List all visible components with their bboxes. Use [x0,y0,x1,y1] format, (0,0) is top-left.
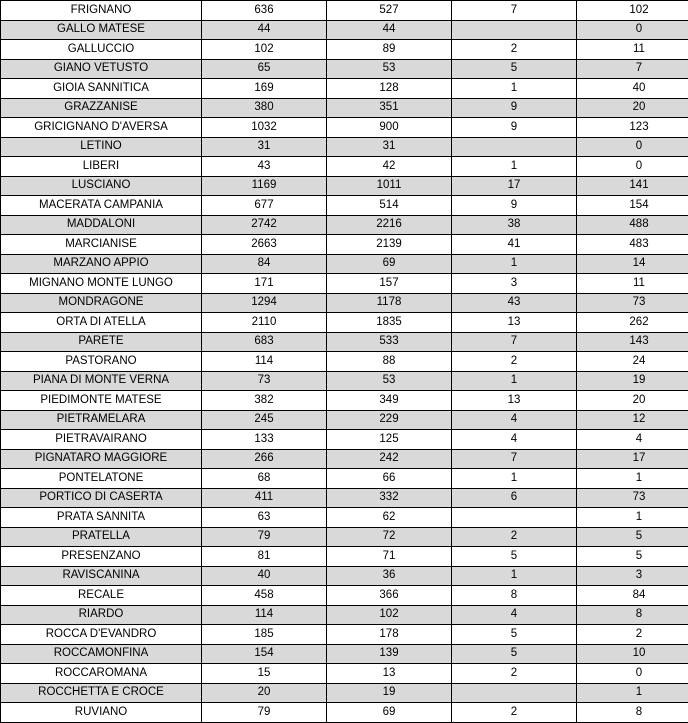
cell-value1: 154 [202,644,327,664]
cell-comune: LUSCIANO [1,176,202,196]
cell-value3: 1 [452,566,577,586]
cell-value1: 683 [202,332,327,352]
cell-value3: 2 [452,527,577,547]
cell-value2: 128 [327,79,452,99]
cell-value3: 7 [452,332,577,352]
table-row [1,625,688,645]
cell-comune: PIETRAMELARA [1,410,202,430]
cell-comune: GIOIA SANNITICA [1,79,202,99]
cell-value3: 4 [452,430,577,450]
cell-value3: 2 [452,703,577,723]
cell-value1: 171 [202,274,327,294]
cell-comune: RIARDO [1,605,202,625]
cell-value2: 53 [327,59,452,79]
table-row [1,547,688,567]
cell-value2: 69 [327,254,452,274]
cell-value4: 5 [577,527,688,547]
cell-comune: RECALE [1,586,202,606]
cell-value3: 8 [452,586,577,606]
cell-comune: MIGNANO MONTE LUNGO [1,274,202,294]
cell-value4: 19 [577,371,688,391]
cell-comune: ROCCHETTA E CROCE [1,683,202,703]
cell-value4: 73 [577,488,688,508]
cell-value2: 1178 [327,293,452,313]
table-row [1,391,688,411]
table-row [1,59,688,79]
cell-value2: 19 [327,683,452,703]
cell-value3: 5 [452,59,577,79]
cell-comune: RUVIANO [1,703,202,723]
cell-value3: 5 [452,547,577,567]
cell-value2: 2139 [327,235,452,255]
cell-value4: 123 [577,118,688,138]
table-body [1,1,688,723]
cell-value1: 44 [202,20,327,40]
cell-value3 [452,683,577,703]
cell-value1: 2663 [202,235,327,255]
cell-value4: 11 [577,40,688,60]
cell-value1: 114 [202,352,327,372]
table-row [1,137,688,157]
table-row [1,274,688,294]
cell-value2: 89 [327,40,452,60]
cell-value1: 65 [202,59,327,79]
cell-comune: PIETRAVAIRANO [1,430,202,450]
cell-value3: 1 [452,254,577,274]
cell-value2: 900 [327,118,452,138]
table-row [1,98,688,118]
table-row [1,566,688,586]
cell-value4: 1 [577,469,688,489]
cell-comune: FRIGNANO [1,1,202,21]
cell-value3: 1 [452,371,577,391]
table-row [1,293,688,313]
table-row [1,254,688,274]
cell-value2: 62 [327,508,452,528]
table-row [1,157,688,177]
cell-value2: 88 [327,352,452,372]
cell-value2: 66 [327,469,452,489]
cell-value2: 366 [327,586,452,606]
cell-value1: 31 [202,137,327,157]
cell-value1: 2742 [202,215,327,235]
cell-value3: 7 [452,449,577,469]
cell-value2: 533 [327,332,452,352]
table-row [1,410,688,430]
cell-value3: 4 [452,605,577,625]
cell-value3: 5 [452,625,577,645]
cell-value3: 4 [452,410,577,430]
cell-value4: 10 [577,644,688,664]
cell-value2: 139 [327,644,452,664]
cell-value3: 9 [452,118,577,138]
cell-value3: 41 [452,235,577,255]
table-row [1,332,688,352]
cell-value2: 349 [327,391,452,411]
cell-value4: 141 [577,176,688,196]
cell-value4: 0 [577,137,688,157]
cell-value1: 677 [202,196,327,216]
cell-value2: 102 [327,605,452,625]
cell-value1: 43 [202,157,327,177]
cell-value3: 1 [452,157,577,177]
cell-value1: 133 [202,430,327,450]
cell-value2: 42 [327,157,452,177]
cell-value4: 40 [577,79,688,99]
table-row [1,586,688,606]
cell-value3: 1 [452,79,577,99]
cell-value2: 69 [327,703,452,723]
cell-value3: 5 [452,644,577,664]
cell-comune: PRATA SANNITA [1,508,202,528]
cell-value4: 2 [577,625,688,645]
cell-value3: 43 [452,293,577,313]
cell-comune: LETINO [1,137,202,157]
cell-value3: 6 [452,488,577,508]
cell-value3: 2 [452,664,577,684]
cell-value2: 71 [327,547,452,567]
cell-value1: 68 [202,469,327,489]
cell-value3: 38 [452,215,577,235]
cell-value1: 20 [202,683,327,703]
cell-value3: 9 [452,196,577,216]
cell-value4: 8 [577,703,688,723]
table-row [1,527,688,547]
cell-comune: MADDALONI [1,215,202,235]
cell-comune: ORTA DI ATELLA [1,313,202,333]
cell-value1: 15 [202,664,327,684]
table-row [1,196,688,216]
cell-value1: 1169 [202,176,327,196]
cell-value1: 266 [202,449,327,469]
cell-comune: GIANO VETUSTO [1,59,202,79]
cell-value4: 0 [577,664,688,684]
cell-value2: 44 [327,20,452,40]
table-row [1,605,688,625]
cell-comune: GALLUCCIO [1,40,202,60]
table-row [1,20,688,40]
cell-value1: 380 [202,98,327,118]
cell-value2: 72 [327,527,452,547]
table-row [1,449,688,469]
cell-value2: 125 [327,430,452,450]
table-row [1,118,688,138]
cell-value4: 143 [577,332,688,352]
table-row [1,40,688,60]
cell-comune: MARZANO APPIO [1,254,202,274]
table-row [1,176,688,196]
cell-value3: 7 [452,1,577,21]
cell-value2: 527 [327,1,452,21]
table-row [1,313,688,333]
cell-value4: 11 [577,274,688,294]
cell-value1: 84 [202,254,327,274]
cell-comune: ROCCA D'EVANDRO [1,625,202,645]
table-row [1,683,688,703]
cell-value1: 63 [202,508,327,528]
cell-value3 [452,20,577,40]
cell-value4: 20 [577,391,688,411]
table-row [1,1,688,21]
cell-value2: 157 [327,274,452,294]
cell-comune: MONDRAGONE [1,293,202,313]
cell-comune: MACERATA CAMPANIA [1,196,202,216]
table-row [1,664,688,684]
cell-value4: 14 [577,254,688,274]
cell-value1: 79 [202,527,327,547]
cell-value3: 9 [452,98,577,118]
cell-value2: 53 [327,371,452,391]
cell-value3 [452,508,577,528]
table-row [1,79,688,99]
cell-value2: 332 [327,488,452,508]
cell-value4: 1 [577,508,688,528]
cell-value4: 3 [577,566,688,586]
cell-value4: 1 [577,683,688,703]
cell-value3: 17 [452,176,577,196]
table-row [1,235,688,255]
cell-value2: 1835 [327,313,452,333]
cell-comune: PIGNATARO MAGGIORE [1,449,202,469]
cell-value3 [452,137,577,157]
cell-value3: 13 [452,313,577,333]
cell-comune: PARETE [1,332,202,352]
cell-comune: PRATELLA [1,527,202,547]
cell-value2: 229 [327,410,452,430]
cell-value1: 102 [202,40,327,60]
cell-value3: 2 [452,352,577,372]
cell-value1: 245 [202,410,327,430]
cell-value2: 351 [327,98,452,118]
cell-value3: 13 [452,391,577,411]
cell-value2: 36 [327,566,452,586]
cell-value1: 2110 [202,313,327,333]
cell-comune: ROCCAMONFINA [1,644,202,664]
table-row [1,703,688,723]
table-row [1,644,688,664]
cell-value1: 185 [202,625,327,645]
cell-value4: 483 [577,235,688,255]
table-row [1,215,688,235]
cell-value1: 1294 [202,293,327,313]
cell-value1: 169 [202,79,327,99]
cell-value4: 4 [577,430,688,450]
cell-value2: 514 [327,196,452,216]
table-row [1,352,688,372]
cell-value1: 1032 [202,118,327,138]
cell-value1: 73 [202,371,327,391]
cell-value1: 114 [202,605,327,625]
cell-comune: GRAZZANISE [1,98,202,118]
cell-comune: GRICIGNANO D'AVERSA [1,118,202,138]
cell-comune: PIEDIMONTE MATESE [1,391,202,411]
cell-value2: 1011 [327,176,452,196]
cell-value4: 0 [577,157,688,177]
table-row [1,508,688,528]
cell-value4: 102 [577,1,688,21]
cell-value4: 20 [577,98,688,118]
cell-value1: 81 [202,547,327,567]
table-row [1,430,688,450]
cell-value1: 79 [202,703,327,723]
cell-value4: 154 [577,196,688,216]
cell-comune: PASTORANO [1,352,202,372]
table-row [1,469,688,489]
cell-value1: 636 [202,1,327,21]
cell-value4: 84 [577,586,688,606]
cell-value4: 7 [577,59,688,79]
cell-comune: PORTICO DI CASERTA [1,488,202,508]
cell-value2: 242 [327,449,452,469]
cell-value3: 1 [452,469,577,489]
cell-value2: 2216 [327,215,452,235]
cell-comune: LIBERI [1,157,202,177]
cell-value2: 178 [327,625,452,645]
cell-comune: PONTELATONE [1,469,202,489]
cell-value4: 12 [577,410,688,430]
cell-comune: RAVISCANINA [1,566,202,586]
cell-comune: ROCCAROMANA [1,664,202,684]
cell-comune: MARCIANISE [1,235,202,255]
cell-comune: PRESENZANO [1,547,202,567]
cell-value4: 0 [577,20,688,40]
cell-value3: 3 [452,274,577,294]
cell-value1: 382 [202,391,327,411]
cell-value2: 13 [327,664,452,684]
cell-value2: 31 [327,137,452,157]
cell-value4: 262 [577,313,688,333]
table-row [1,371,688,391]
cell-comune: PIANA DI MONTE VERNA [1,371,202,391]
cell-value4: 5 [577,547,688,567]
cell-value4: 73 [577,293,688,313]
cell-value1: 458 [202,586,327,606]
cell-value1: 411 [202,488,327,508]
cell-value3: 2 [452,40,577,60]
cell-comune: GALLO MATESE [1,20,202,40]
cell-value1: 40 [202,566,327,586]
table-row [1,488,688,508]
cell-value4: 8 [577,605,688,625]
cell-value4: 17 [577,449,688,469]
cell-value4: 488 [577,215,688,235]
cell-value4: 24 [577,352,688,372]
